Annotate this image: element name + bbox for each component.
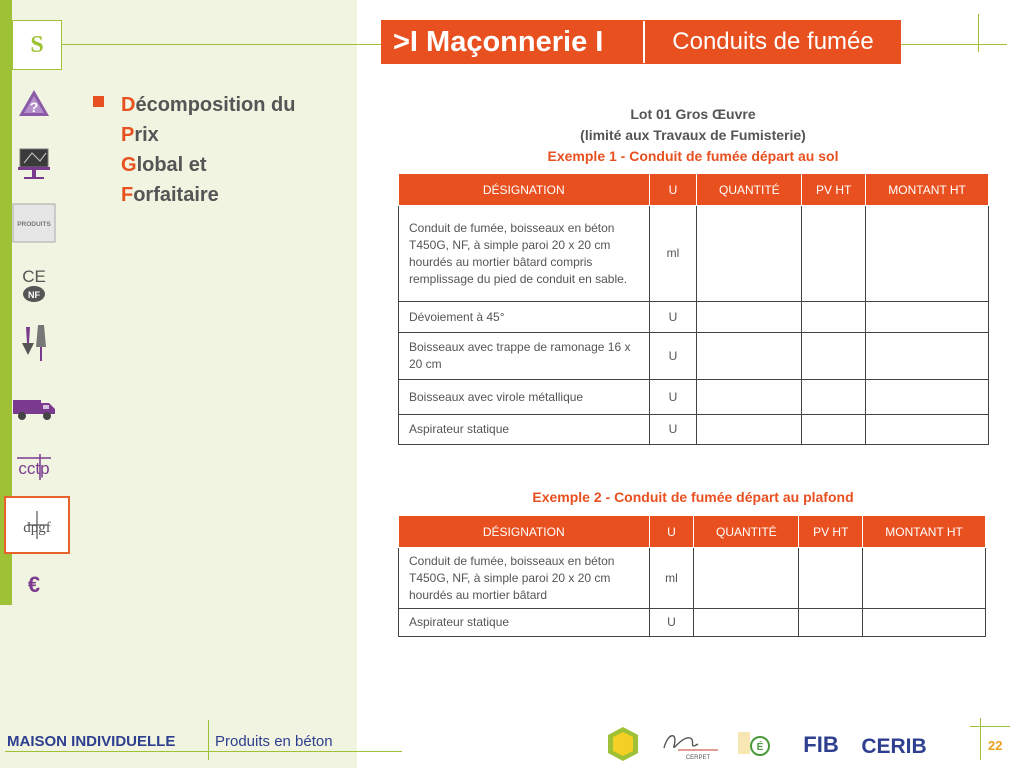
page-number-tick (980, 718, 981, 760)
cell-designation: Boisseaux avec trappe de ramonage 16 x 20 cm (399, 333, 650, 380)
sidebar-item-normes[interactable] (10, 266, 58, 304)
cell-unit: U (649, 415, 697, 445)
sidebar-item-dpgf[interactable] (4, 496, 70, 554)
table-row (399, 302, 989, 333)
cell-montant-ht[interactable] (866, 206, 989, 302)
page-number-rule (970, 726, 1010, 727)
page-number: 22 (988, 738, 1003, 753)
heading-line-2: Prix (121, 124, 159, 146)
cell-montant-ht[interactable] (863, 548, 986, 609)
svg-text:dpgf: dpgf (23, 520, 51, 536)
svg-text:NF: NF (28, 290, 40, 300)
heading-line-3: Global et (121, 154, 207, 176)
sidebar-item-plans[interactable] (10, 144, 58, 182)
cell-quantity[interactable] (697, 415, 802, 445)
lot-scope: (limité aux Travaux de Fumisterie) (580, 127, 806, 143)
header-tick (978, 14, 979, 52)
col-header-montant-ht: MONTANT HT (866, 174, 989, 206)
bullet-square-icon (93, 96, 104, 107)
cell-designation: Boisseaux avec virole métallique (399, 380, 650, 415)
cell-pv-ht[interactable] (802, 380, 866, 415)
sidebar-item-euro[interactable] (10, 566, 58, 604)
euro-icon: € (27, 572, 41, 597)
svg-text:É: É (756, 742, 764, 753)
van-icon (11, 392, 57, 422)
sidebar-item-cctp[interactable] (10, 448, 58, 486)
dpgf-icon (17, 505, 57, 545)
table-row (399, 609, 986, 637)
sidebar-item-s[interactable] (12, 20, 62, 70)
svg-text:CERPET: CERPET (685, 755, 711, 761)
eco-label-logo (736, 724, 772, 764)
cell-montant-ht[interactable] (866, 302, 989, 333)
footer-rule (5, 751, 402, 752)
svg-text:CERIB: CERIB (861, 735, 927, 758)
col-header-designation: DÉSIGNATION (399, 516, 650, 548)
table-header-row (399, 516, 986, 548)
cell-montant-ht[interactable] (863, 609, 986, 637)
cell-designation: Conduit de fumée, boisseaux en béton T450G, NF, à simple paroi 20 x 20 cm hourdés au mortier bâtard compris remplissage du pied de conduit en sable. (399, 206, 650, 302)
table-header-row (399, 174, 989, 206)
lot-title: Lot 01 Gros Œuvre (630, 106, 756, 122)
col-header-montant-ht: MONTANT HT (863, 516, 986, 548)
table-row (399, 206, 989, 302)
table-row (399, 548, 986, 609)
sidebar-item-produits[interactable] (10, 204, 58, 242)
col-header-unit: U (649, 174, 697, 206)
cell-quantity[interactable] (697, 380, 802, 415)
cell-designation: Dévoiement à 45° (399, 302, 650, 333)
col-header-pv-ht: PV HT (802, 174, 866, 206)
ecole-francaise-beton-logo (606, 724, 640, 764)
cell-pv-ht[interactable] (799, 609, 863, 637)
cell-designation: Conduit de fumée, boisseaux en béton T450G, NF, à simple paroi 20 x 20 cm hourdés au mortier bâtard (399, 548, 650, 609)
cell-pv-ht[interactable] (802, 415, 866, 445)
help-triangle-icon (17, 88, 51, 118)
cell-quantity[interactable] (694, 548, 799, 609)
svg-text:CE: CE (22, 267, 46, 286)
s-letter-icon: S (30, 31, 44, 58)
footer-divider (208, 720, 209, 760)
table-row (399, 333, 989, 380)
sidebar-item-help[interactable] (10, 84, 58, 122)
heading-line-4: Forfaitaire (121, 184, 219, 206)
page-subtitle: Conduits de fumée (643, 21, 901, 63)
cell-montant-ht[interactable] (866, 380, 989, 415)
cell-unit: ml (649, 548, 694, 609)
svg-text:?: ? (29, 99, 39, 115)
cell-pv-ht[interactable] (802, 206, 866, 302)
footer-section-title: MAISON INDIVIDUELLE (7, 733, 176, 750)
svg-text:cctp: cctp (18, 459, 50, 478)
cell-unit: U (649, 609, 694, 637)
sidebar-item-outils[interactable] (10, 324, 58, 362)
svg-text:PRODUITS: PRODUITS (17, 221, 51, 228)
col-header-quantity: QUANTITÉ (697, 174, 802, 206)
cell-quantity[interactable] (697, 333, 802, 380)
heading-line-1: Décomposition du (121, 94, 296, 116)
cerpet-logo (660, 724, 720, 764)
cctp-icon (13, 452, 55, 482)
cell-montant-ht[interactable] (866, 333, 989, 380)
example-1-title: Exemple 1 - Conduit de fumée départ au sol (547, 148, 839, 164)
col-header-pv-ht: PV HT (799, 516, 863, 548)
footer-section-subtitle: Produits en béton (215, 733, 333, 750)
cell-unit: U (649, 333, 697, 380)
sidebar-item-transport[interactable] (10, 388, 58, 426)
cell-designation: Aspirateur statique (399, 415, 650, 445)
pricing-table-2 (398, 515, 986, 637)
fib-logo (796, 724, 846, 764)
cell-quantity[interactable] (697, 206, 802, 302)
cell-pv-ht[interactable] (802, 302, 866, 333)
cell-quantity[interactable] (694, 609, 799, 637)
cell-montant-ht[interactable] (866, 415, 989, 445)
cell-designation: Aspirateur statique (399, 609, 650, 637)
produits-box-icon (12, 203, 56, 243)
col-header-designation: DÉSIGNATION (399, 174, 650, 206)
ce-nf-icon (16, 265, 52, 305)
table-row (399, 415, 989, 445)
page-title-bar (381, 20, 901, 64)
col-header-quantity: QUANTITÉ (694, 516, 799, 548)
table-row (399, 380, 989, 415)
cell-unit: U (649, 302, 697, 333)
example-2-title: Exemple 2 - Conduit de fumée départ au plafond (532, 489, 854, 505)
col-header-unit: U (649, 516, 694, 548)
pricing-table-1 (398, 173, 989, 445)
tools-icon (14, 321, 54, 365)
cerib-logo (858, 724, 930, 764)
svg-text:FIB: FIB (803, 732, 839, 757)
cell-unit: U (649, 380, 697, 415)
cell-unit: ml (649, 206, 697, 302)
cell-pv-ht[interactable] (802, 333, 866, 380)
page-title: >I Maçonnerie I (393, 25, 604, 58)
drawing-board-icon (14, 145, 54, 181)
cell-quantity[interactable] (697, 302, 802, 333)
cell-pv-ht[interactable] (799, 548, 863, 609)
